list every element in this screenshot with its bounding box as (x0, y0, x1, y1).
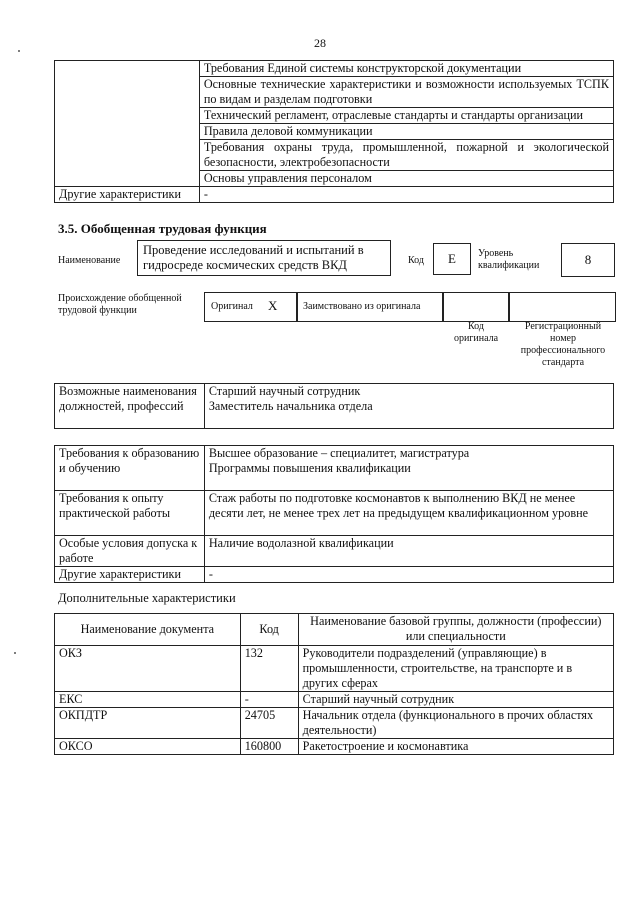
knowledge-row: Технический регламент, отраслевые стандарты и стандарты организации (199, 108, 613, 124)
section-title: 3.5. Обобщенная трудовая функция (58, 221, 267, 236)
additional-doc: ОКПДТР (55, 708, 241, 739)
original-label: Оригинал (211, 301, 253, 312)
requirement-value: Высшее образование – специалитет, магистратура (208, 446, 470, 460)
position-value: Старший научный сотрудник (208, 384, 361, 398)
additional-header: Наименование документа (55, 614, 241, 646)
requirement-label: Другие характеристики (55, 567, 205, 583)
requirement-value: Стаж работы по подготовке космонавтов к выполнению ВКД не менее десяти лет, не менее трех лет на предыдущем квалификационном уровне (204, 491, 613, 536)
requirement-value: - (204, 567, 613, 583)
reg-number-caption: Регистрационный номер профессионального стандарта (520, 321, 606, 368)
additional-desc: Руководители подразделений (управляющие) в промышленности, строительстве, на транспорте и в других сферах (298, 646, 613, 692)
name-value: Проведение исследований и испытаний в гидросреде космических средств ВКД (143, 243, 364, 272)
requirement-value-cell (204, 446, 613, 491)
positions-values-cell (204, 384, 613, 429)
level-label: Уровень квалификации (478, 248, 540, 271)
requirement-label: Требования к опыту практической работы (55, 491, 205, 536)
requirement-value: Наличие водолазной квалификации (204, 536, 613, 567)
requirement-label: Требования к образованию и обучению (55, 446, 205, 491)
origin-label: Происхождение обобщенной трудовой функции (58, 293, 182, 316)
additional-title: Дополнительные характеристики (58, 591, 236, 605)
code-original-caption: Код оригинала (453, 321, 499, 344)
origin-divider-3 (508, 292, 510, 322)
page-number: 28 (314, 36, 326, 50)
requirement-label: Особые условия допуска к работе (55, 536, 205, 567)
knowledge-row: Требования охраны труда, промышленной, пожарной и экологической безопасности, электробезопасности (199, 140, 613, 171)
other-characteristics-label: Другие характеристики (55, 187, 200, 203)
additional-desc: Старший научный сотрудник (298, 692, 613, 708)
code-label: Код (408, 255, 424, 266)
knowledge-row: Правила деловой коммуникации (199, 124, 613, 140)
additional-code: 132 (240, 646, 298, 692)
borrowed-label: Заимствовано из оригинала (303, 301, 421, 312)
additional-doc: ОКЗ (55, 646, 241, 692)
origin-divider-1 (296, 292, 298, 322)
knowledge-label-cell (55, 61, 200, 187)
scan-speck (14, 652, 16, 654)
additional-header: Код (240, 614, 298, 646)
origin-divider-2 (442, 292, 444, 322)
other-characteristics-value: - (199, 187, 613, 203)
positions-table (54, 383, 614, 429)
original-mark: X (268, 298, 278, 313)
name-label: Наименование (58, 255, 121, 266)
additional-table (54, 613, 614, 755)
additional-code: 160800 (240, 739, 298, 755)
knowledge-row: Основные технические характеристики и возможности используемых ТСПК по видам и разделам подготовки (199, 77, 613, 108)
knowledge-row: Основы управления персоналом (199, 171, 613, 187)
knowledge-row: Требования Единой системы конструкторской документации (199, 61, 613, 77)
code-value: E (448, 251, 456, 266)
requirements-table (54, 445, 614, 583)
additional-code: - (240, 692, 298, 708)
level-value: 8 (584, 252, 592, 267)
requirement-value: Программы повышения квалификации (208, 461, 411, 475)
additional-doc: ОКСО (55, 739, 241, 755)
additional-header: Наименование базовой группы, должности (профессии) или специальности (298, 614, 613, 646)
additional-code: 24705 (240, 708, 298, 739)
additional-desc: Ракетостроение и космонавтика (298, 739, 613, 755)
position-value: Заместитель начальника отдела (208, 399, 373, 413)
additional-doc: ЕКС (55, 692, 241, 708)
additional-desc: Начальник отдела (функционального в прочих областях деятельности) (298, 708, 613, 739)
knowledge-table (54, 60, 614, 203)
positions-label: Возможные наименования должностей, профессий (55, 384, 205, 429)
